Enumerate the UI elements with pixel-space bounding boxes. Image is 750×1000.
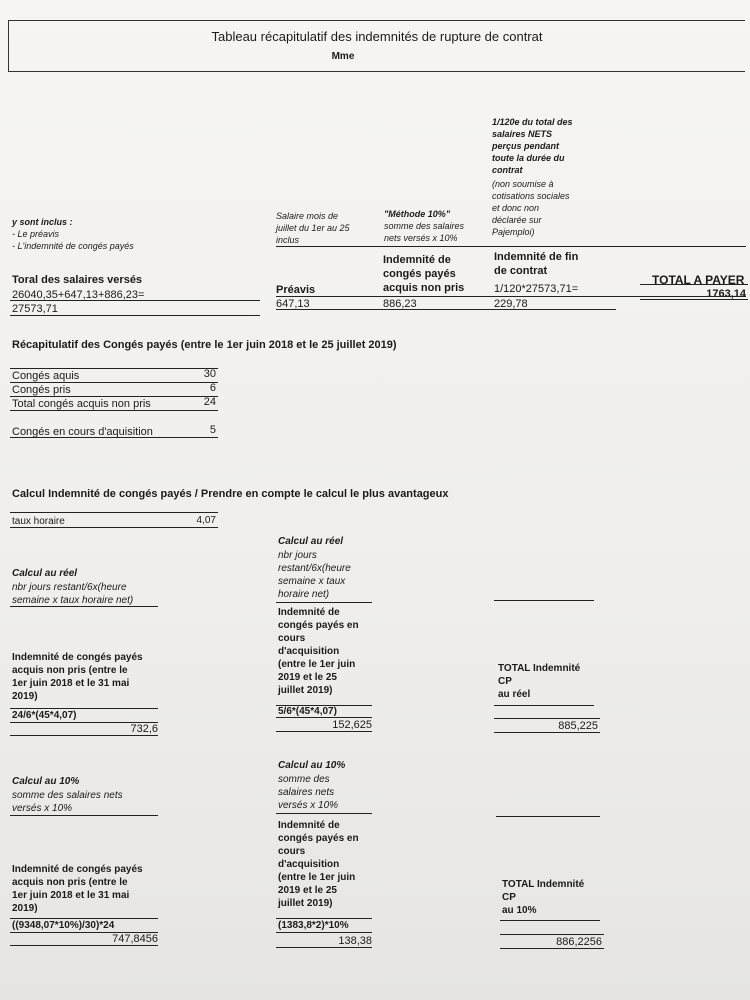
dix-left-title: Calcul au 10% [12, 776, 80, 787]
total-salaires-value: 27573,71 [12, 303, 58, 315]
title-box [8, 20, 745, 72]
taux-label: taux horaire [12, 516, 65, 527]
page-title: Tableau récapitulatif des indemnités de rupture de contrat [211, 29, 543, 44]
dix-left-rule [10, 815, 158, 816]
reel-mid-text: nbr jours restant/6x(heure semaine x taux horaire net) [278, 550, 351, 600]
rule-amounts-top [276, 296, 746, 297]
dix-mid-value-rule-2 [276, 947, 372, 948]
conges-rule-4 [10, 437, 218, 438]
reel-mid-title: Calcul au réel [278, 536, 344, 547]
reel-mid-value: 152,625 [332, 719, 372, 731]
indemnite-fin-formula: 1/120*27573,71= [494, 283, 579, 295]
dix-left-label: Indemnité de congés payés acquis non pris (entre le 1er juin 2018 et le 31 mai 2019) [12, 864, 143, 914]
total-salaires-formula: 26040,35+647,13+886,23= [12, 289, 145, 301]
preavis-label: Préavis [276, 284, 316, 296]
fraction-note-bold: 1/120e du total des salaires NETS perçus pendant toute la durée du contrat [492, 117, 573, 175]
dix-right-label: TOTAL Indemnité CP au 10% [502, 879, 585, 916]
reel-mid-label: Indemnité de congés payés en cours d'acquisition (entre le 1er juin 2019 et le 25 juillet 2019) [278, 607, 359, 696]
reel-mid-rule [276, 602, 372, 603]
indemnite-cp-label: Indemnité de congés payés acquis non pris [383, 254, 465, 294]
conges-row-value: 30 [203, 368, 216, 380]
dix-mid-formula: (1383,8*2)*10% [278, 920, 349, 931]
conges-row-label: Congés aquis [12, 370, 80, 382]
intro-heading: y sont inclus : [12, 217, 73, 227]
dix-mid-value: 138,38 [338, 935, 372, 947]
calcul-heading: Calcul Indemnité de congés payés / Prendre en compte le calcul le plus avantageux [12, 488, 449, 500]
reel-left-text: nbr jours restant/6x(heure [12, 582, 127, 593]
dix-mid-text: somme des salaires nets versés x 10% [278, 774, 339, 811]
reel-right-label: TOTAL Indemnité CP au réel [498, 663, 581, 700]
reel-mid-formula: 5/6*(45*4,07) [278, 706, 337, 717]
conges-en-cours-label: Congés en cours d'aquisition [12, 426, 153, 438]
dix-mid-value-rule [276, 932, 372, 933]
reel-left-text-2: semaine x taux horaire net) [12, 595, 134, 606]
preavis-value: 647,13 [276, 298, 310, 310]
total-a-payer-value: 1763,14 [706, 288, 746, 300]
total-a-payer-label: TOTAL A PAYER [652, 273, 745, 287]
conges-heading: Récapitulatif des Congés payés (entre le 1er juin 2018 et le 25 juillet 2019) [12, 339, 397, 351]
conges-row-label: Congés pris [12, 384, 71, 396]
reel-right-value: 885,225 [558, 720, 598, 732]
reel-left-formula: 24/6*(45*4,07) [12, 710, 77, 721]
rule-total-top [640, 284, 748, 285]
taux-rule-top [10, 512, 218, 513]
dix-right-value-rule-2 [500, 948, 604, 949]
header-rule [276, 246, 746, 247]
indemnite-fin-value: 229,78 [494, 298, 528, 310]
dix-right-rule [496, 816, 600, 817]
indemnite-cp-value: 886,23 [383, 298, 417, 310]
rule-amounts-bottom [276, 309, 616, 310]
dix-left-formula: ((9348,07*10%)/30)*24 [12, 920, 115, 931]
reel-right-rule [494, 600, 594, 601]
salary-note: Salaire mois de juillet du 1er au 25 inclus [276, 211, 350, 245]
conges-en-cours-value: 5 [209, 424, 216, 436]
rule-salaires-top [10, 300, 260, 301]
dix-right-formula-rule [500, 920, 600, 921]
total-salaires-label: Toral des salaires versés [12, 274, 143, 286]
intro-item-indemnite: - L'indemnité de congés payés [12, 241, 134, 251]
dix-right-value: 886,2256 [556, 936, 602, 948]
conges-row-value: 6 [209, 382, 216, 394]
rule-total-bottom [640, 299, 748, 300]
dix-left-text: somme des salaires nets versés x 10% [12, 790, 123, 814]
indemnite-fin-label: Indemnité de fin de contrat [494, 251, 579, 277]
dix-mid-label: Indemnité de congés payés en cours d'acquisition (entre le 1er juin 2019 et le 25 juillet 2019) [278, 820, 359, 909]
dix-left-value: 747,8456 [112, 933, 158, 945]
methode-text: somme des salaires nets versés x 10% [384, 221, 465, 243]
fraction-note-italic: (non soumise à cotisations sociales et donc non déclarée sur Pajemploi) [492, 179, 570, 237]
reel-left-rule [10, 606, 158, 607]
intro-item-preavis: - Le préavis [12, 229, 60, 239]
reel-right-formula-rule [494, 705, 594, 706]
page-subtitle: Mme [331, 51, 355, 62]
reel-left-value-rule-2 [10, 735, 158, 736]
reel-left-title: Calcul au réel [12, 568, 78, 579]
dix-left-value-rule-2 [10, 945, 158, 946]
reel-mid-value-rule-2 [276, 731, 372, 732]
methode-title: "Méthode 10%" [384, 209, 451, 219]
conges-row-value: 24 [203, 396, 216, 408]
dix-mid-title: Calcul au 10% [278, 760, 346, 771]
dix-mid-rule [276, 813, 372, 814]
conges-rule-3 [10, 410, 218, 411]
reel-left-value: 732,6 [130, 723, 158, 735]
reel-left-label: Indemnité de congés payés acquis non pris (entre le 1er juin 2018 et le 31 mai 2019) [12, 652, 143, 702]
taux-value: 4,07 [196, 515, 216, 526]
taux-rule-bottom [10, 527, 218, 528]
rule-salaires-bottom [10, 315, 260, 316]
reel-right-value-rule-2 [494, 732, 600, 733]
conges-row-label: Total congés acquis non pris [12, 398, 151, 410]
